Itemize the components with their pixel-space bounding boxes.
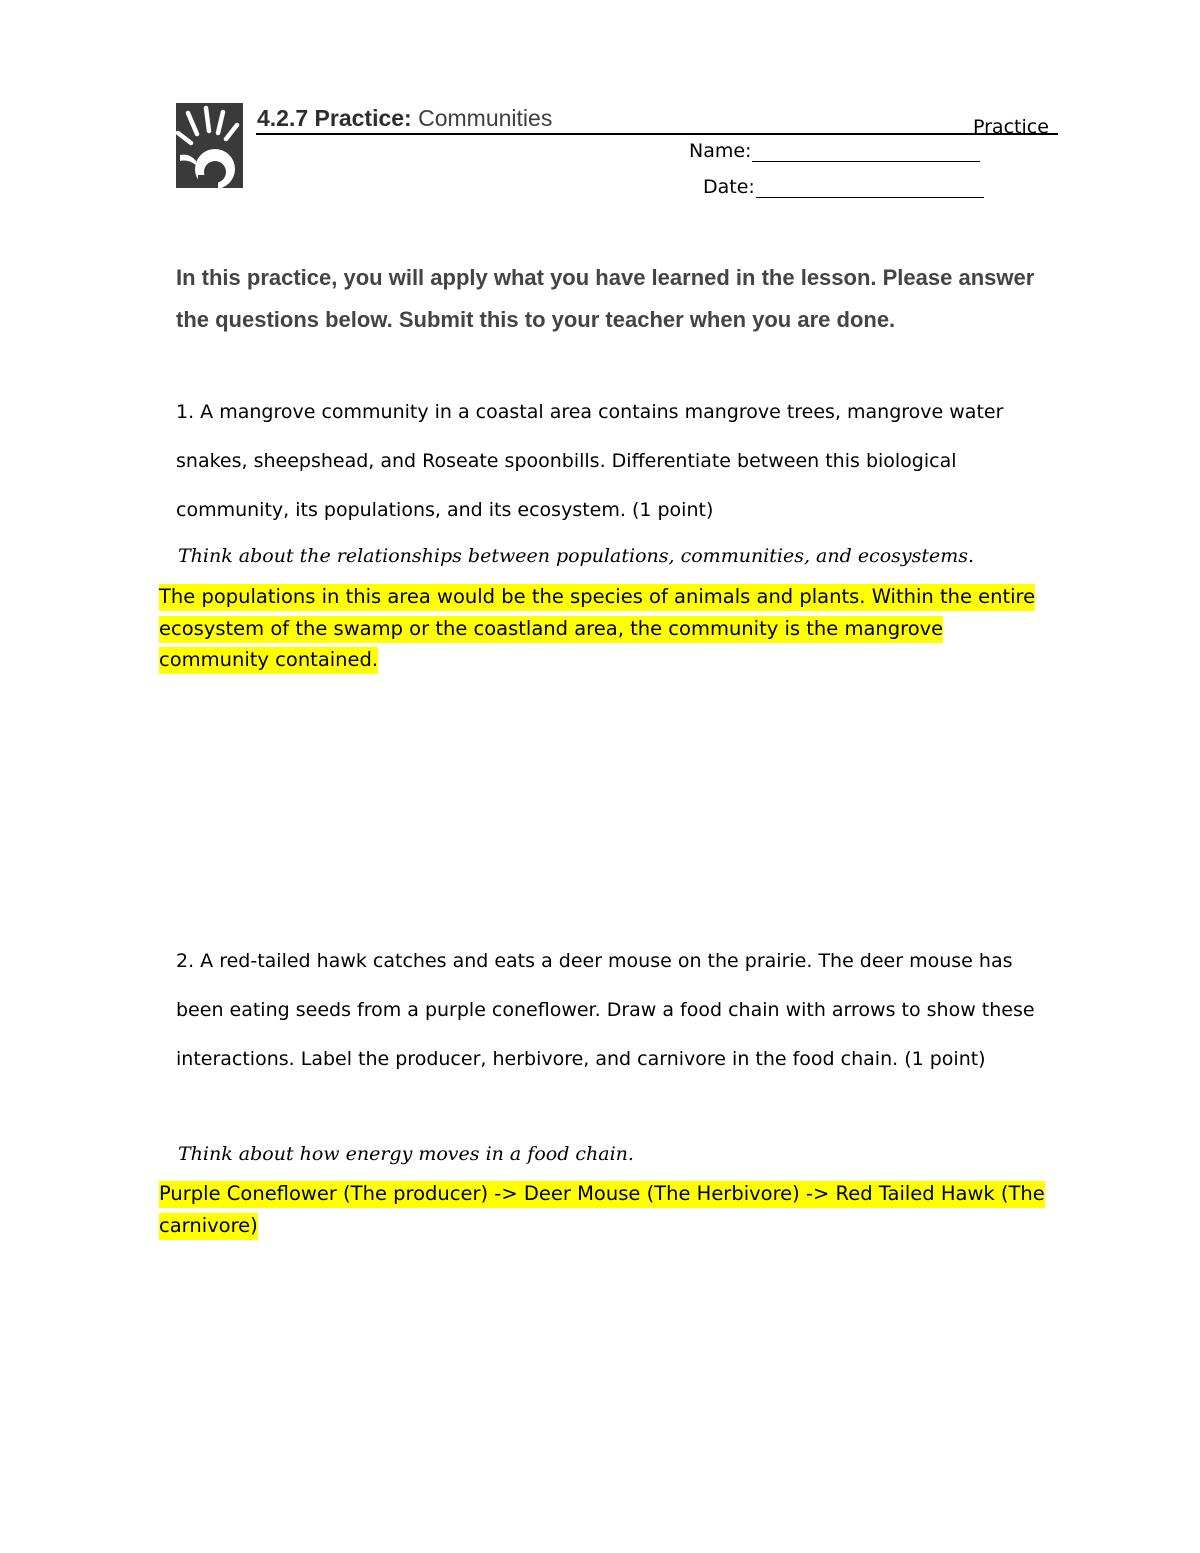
title-underline [256,133,1058,135]
date-label: Date: [703,176,755,198]
practice-label: Practice [973,116,1049,138]
question-1-answer-text: The populations in this area would be the species of animals and plants. Within the entire ecosystem of the swamp or the coastland area, the community is the mangrove community contained. [159,584,1035,674]
name-label: Name: [689,140,752,162]
sunburst-head-logo [176,103,243,188]
page-title [257,105,552,132]
question-2-answer [159,1178,1074,1241]
date-field [703,176,984,198]
intro-instructions: In this practice, you will apply what you have learned in the lesson. Please answer the questions below. Submit this to your teacher when you are done. [176,265,1035,332]
question-1-answer [159,581,1059,676]
name-blank-line[interactable] [752,143,980,162]
title-bold: 4.2.7 Practice: [257,105,412,131]
question-1-hint: Think about the relationships between populations, communities, and ecosystems. [178,545,975,567]
question-2-prompt: 2. A red-tailed hawk catches and eats a deer mouse on the prairie. The deer mouse has been eating seeds from a purple coneflower. Draw a food chain with arrows to show these interactions. Label the producer, herbivore, and carnivore in the food chain. (1 point) [176,950,1035,1070]
question-1-prompt: 1. A mangrove community in a coastal area contains mangrove trees, mangrove water snakes, sheepshead, and Roseate spoonbills. Differentiate between this biological community, its populations, and its ecosystem. (1 point) [176,401,1004,521]
date-blank-line[interactable] [756,179,984,198]
question-2-hint: Think about how energy moves in a food chain. [178,1143,634,1165]
title-rest: Communities [411,105,553,131]
name-field [689,140,980,162]
question-2-answer-text: Purple Coneflower (The producer) -> Deer Mouse (The Herbivore) -> Red Tailed Hawk (The carnivore) [159,1181,1045,1240]
